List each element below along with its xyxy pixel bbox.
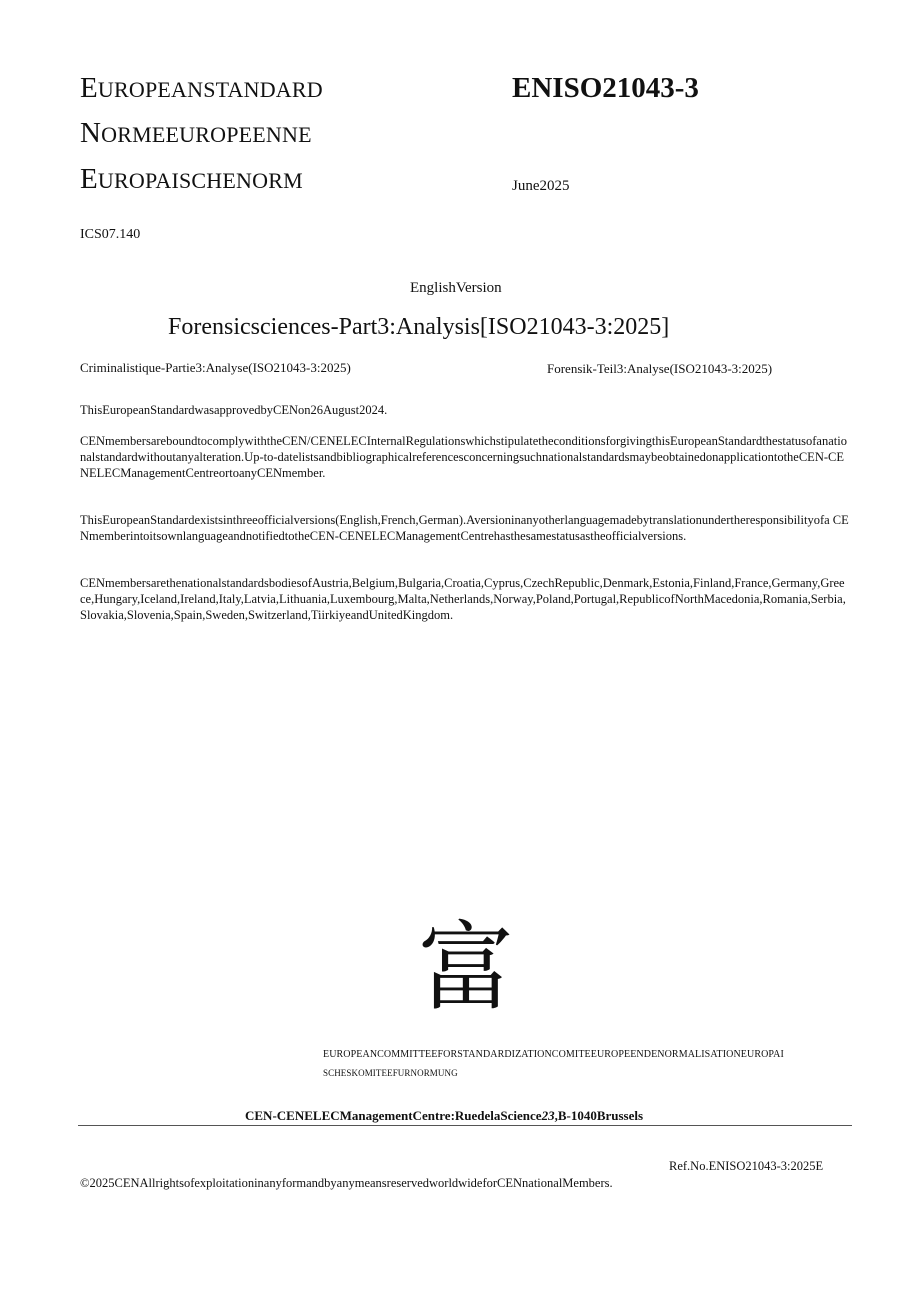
members-bound-paragraph: CENmembersareboundtocomplywiththeCEN/CENELECInternalRegulationswhichstipulatetheconditionsforgivingthisEuropeanStandardthestatusofanationalstandardwithoutanyalteration.Up-to-datelistsandbibliographicalreferencesconcerningsuchnationalstandardsmaybeobtainedonapplicationtotheCEN-CENELECManagementCentreortoanyCENmember. [80, 434, 847, 480]
organization-names-line2: SCHESKOMITEEFURNORMUNG [323, 1068, 458, 1078]
title-german: Forensik-Teil3:Analyse(ISO21043-3:2025) [547, 361, 773, 376]
cen-logo-icon: 富 [418, 912, 514, 1024]
header-line-french: NORMEEUROPEENNE [80, 117, 312, 149]
standard-number: ENISO21043-3 [512, 72, 699, 104]
reference-number: Ref.No.ENISO21043-3:2025E [669, 1159, 824, 1173]
approval-paragraph: ThisEuropeanStandardwasapprovedbyCENon26August2024. [80, 403, 388, 417]
footer-divider [78, 1125, 852, 1126]
copyright-notice: ©2025CENAllrightsofexploitationinanyformandbyanymeansreservedworldwideforCENnationalMembers. [80, 1176, 613, 1190]
organization-names-line1: EUROPEANCOMMITTEEFORSTANDARDIZATIONCOMITEEUROPEENDENORMALISATIONEUROPAI [323, 1049, 784, 1060]
members-list-paragraph: CENmembersarethenationalstandardsbodiesofAustria,Belgium,Bulgaria,Croatia,Cyprus,CzechRepublic,Denmark,Estonia,Finland,France,Germany,Greece,Hungary,Iceland,Ireland,Italy,Latvia,Lithuania,Luxembourg,Malta,Netherlands,Norway,Poland,Portugal,RepublicofNorthMacedonia,Romania,Serbia,Slovakia,Slovenia,Spain,Sweden,Switzerland,TiirkiyeandUnitedKingdom. [80, 576, 846, 622]
publication-date: June2025 [512, 178, 570, 194]
header-line-english: EUROPEANSTANDARD [80, 72, 323, 104]
ics-code: ICS07.140 [80, 227, 141, 242]
official-versions-paragraph: ThisEuropeanStandardexistsinthreeofficialversions(English,French,German).Aversioninanyotherlanguagemadebytranslationundertheresponsibilityofa CENmemberintoitsownlanguageandnotifiedtotheCEN-CENELECManagementCentrehasthesamestatusastheofficialversions. [80, 513, 849, 543]
title-french: Criminalistique-Partie3:Analyse(ISO21043-3:2025) [80, 360, 351, 375]
document-title: Forensicsciences-Part3:Analysis[ISO21043-3:2025] [168, 314, 670, 340]
language-version: EnglishVersion [410, 280, 502, 296]
management-centre-address: CEN-CENELECManagementCentre:RuedelaScience23,B-1040Brussels [245, 1108, 644, 1123]
header-line-german: EUROPAISCHENORM [80, 163, 303, 195]
